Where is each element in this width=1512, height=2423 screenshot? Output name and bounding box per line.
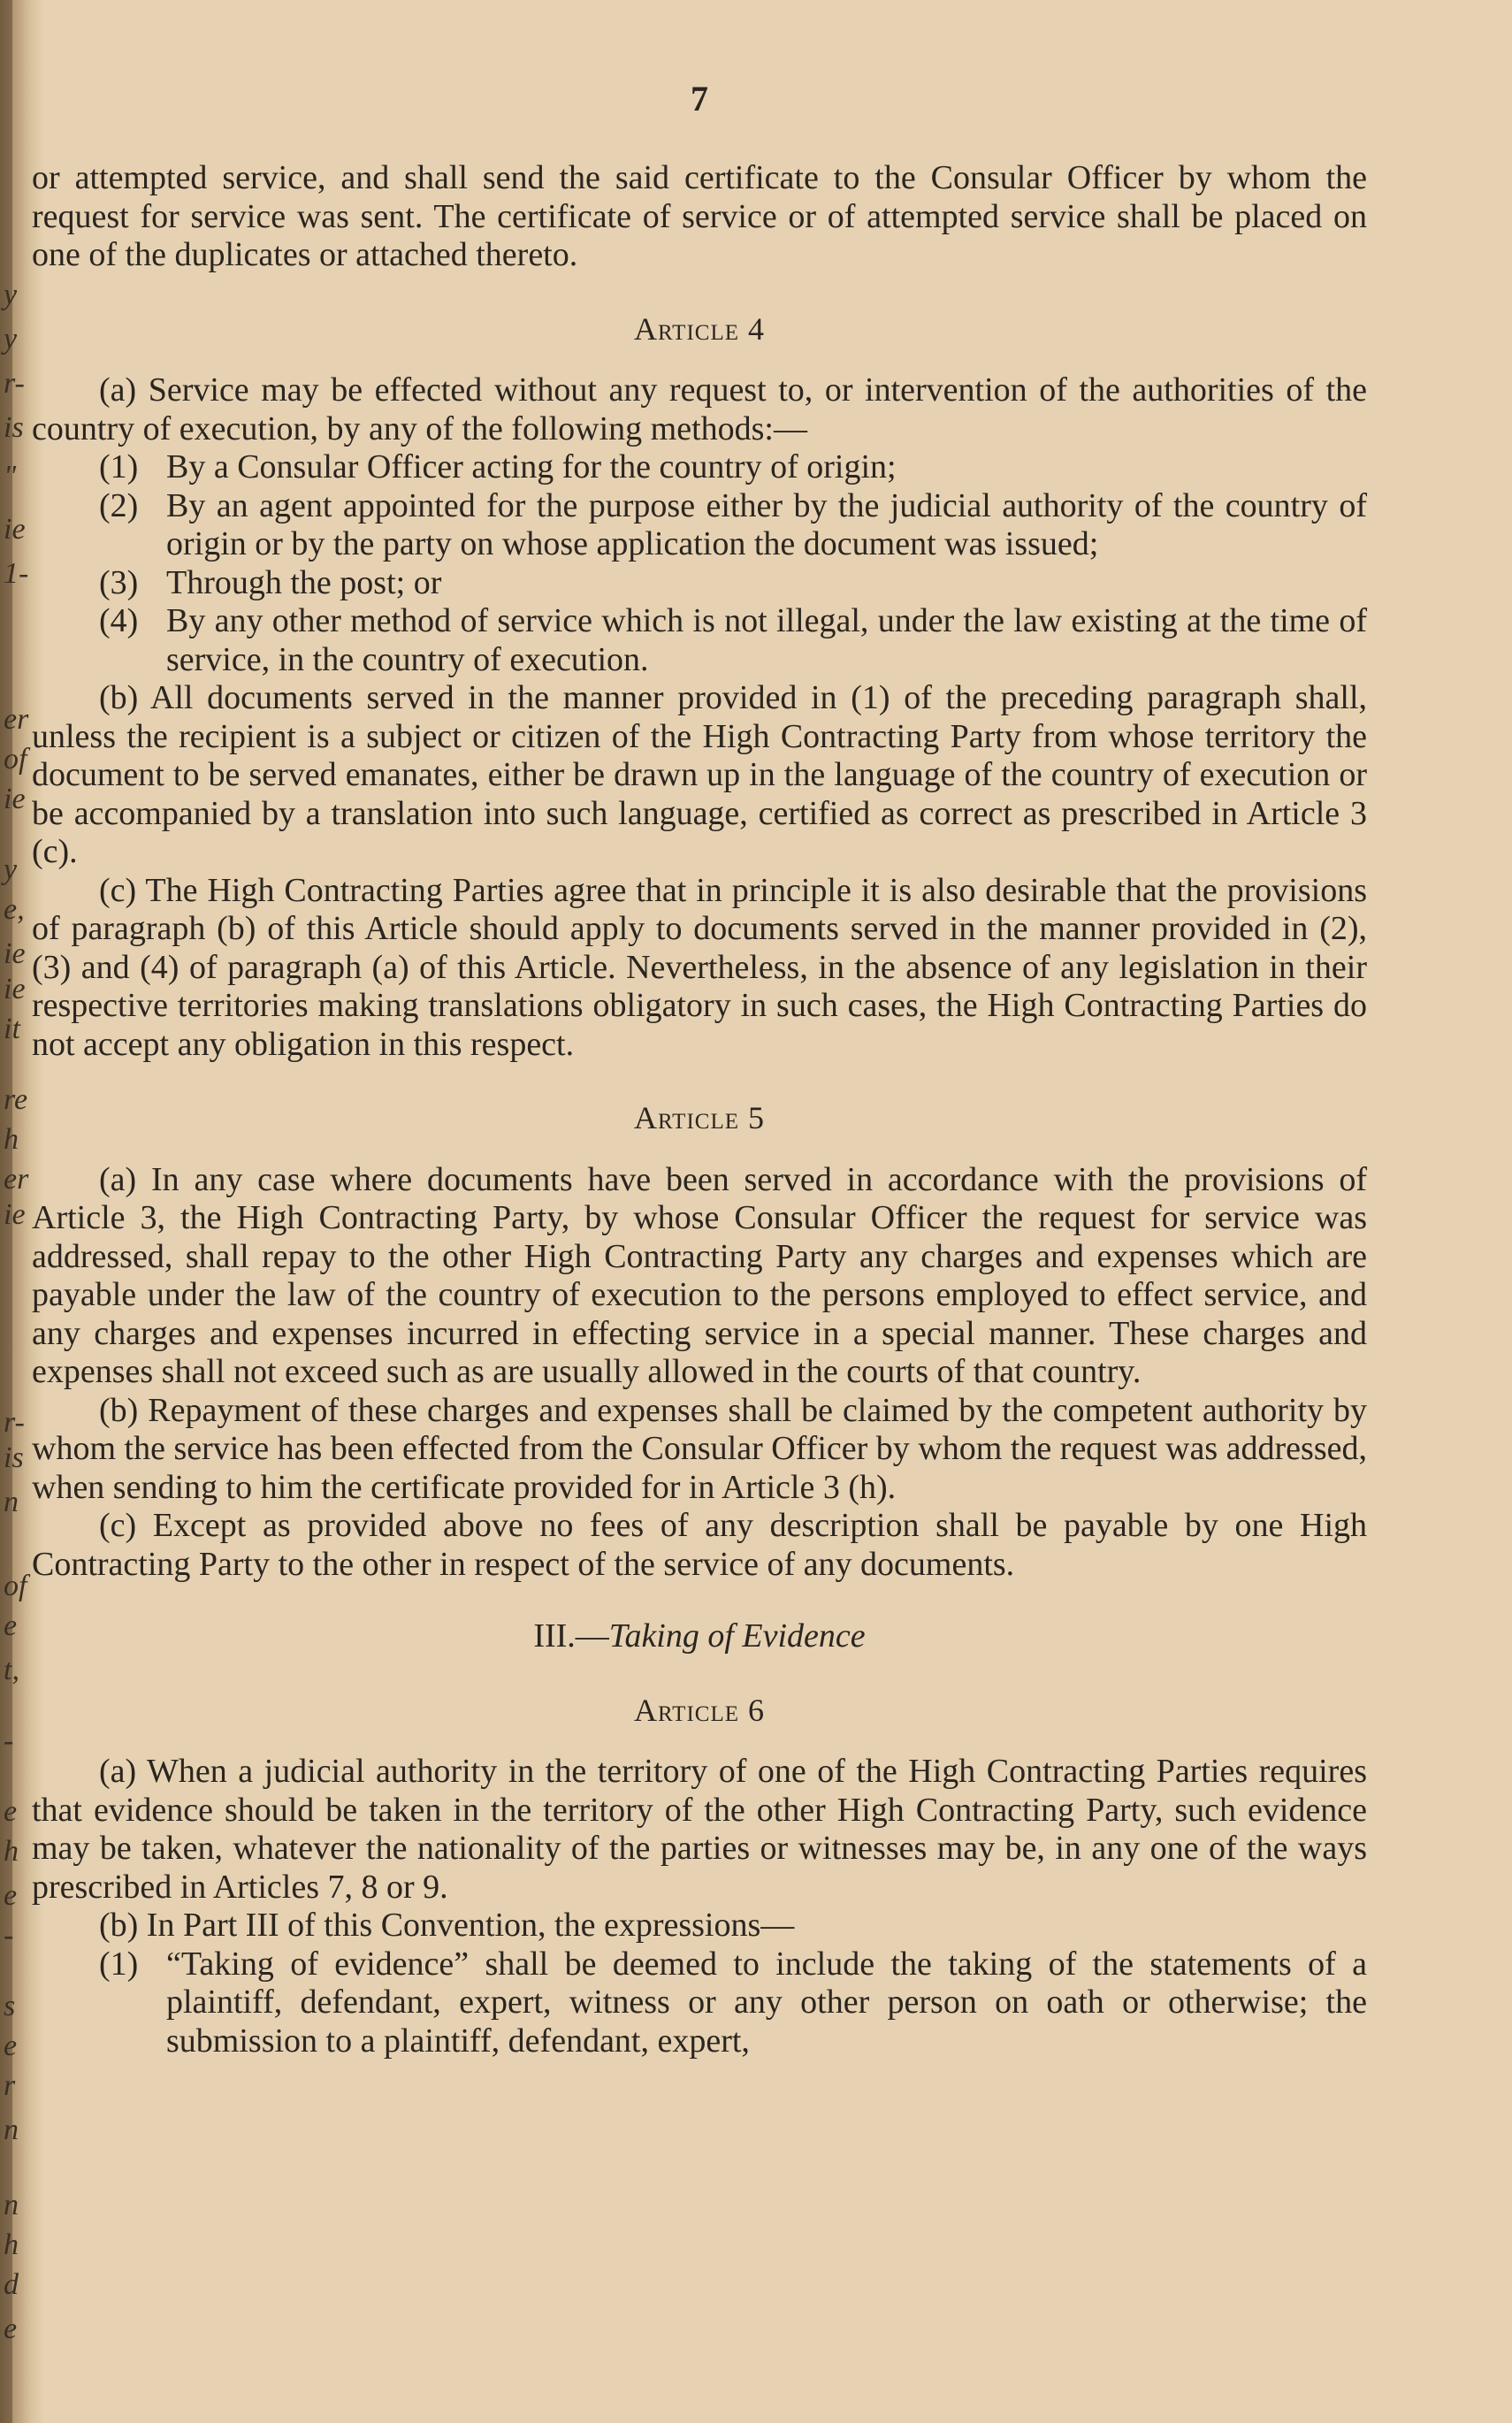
facing-page-fragment: er xyxy=(4,703,29,736)
continuation-paragraph: or attempted service, and shall send the said certificate to the Consular Officer by whom the request for service was sent. The certificate of service or of attempted service shall be placed on one of the duplicates or attached thereto. xyxy=(32,159,1367,273)
facing-page-fragment: h xyxy=(4,1123,19,1156)
facing-page-fragment: r- xyxy=(4,367,25,400)
facing-page-fragment: y xyxy=(4,323,18,355)
facing-page-fragment: h xyxy=(4,1835,19,1868)
facing-page-fragment: 1- xyxy=(4,557,29,590)
article-4-item-1 xyxy=(32,448,1367,487)
list-number: (2) xyxy=(99,486,139,524)
article-6-item-1 xyxy=(32,1945,1367,2061)
facing-page-fragment: ie xyxy=(4,513,26,546)
document-page xyxy=(32,0,1367,2423)
facing-page-fragment: " xyxy=(4,460,17,493)
article-6-heading: Article 6 xyxy=(634,1692,765,1728)
article-4-item-2 xyxy=(32,487,1367,564)
facing-page-fragment: - xyxy=(4,1919,14,1952)
facing-page-fragment: - xyxy=(4,1724,14,1757)
facing-page-fragment: n xyxy=(4,2189,19,2221)
facing-page-fragment: is xyxy=(4,1441,24,1474)
facing-page-fragment: e xyxy=(4,2029,18,2062)
facing-page-fragment: d xyxy=(4,2268,19,2301)
article-6-para-a: (a) When a judicial authority in the territory of one of the High Contracting Parties requires that evidence should be taken in the territory of the other High Contracting Party, such evidence may be taken, whatever the nationality of the parties or witnesses may be, in any one of the ways prescribed in Articles 7, 8 or 9. xyxy=(32,1753,1367,1906)
article-6-para-b: (b) In Part III of this Convention, the expressions— xyxy=(99,1907,795,1944)
article-4-heading: Article 4 xyxy=(634,310,765,347)
list-text: By an agent appointed for the purpose either by the judicial authority of the country of origin or by the party on whose application the document was issued; xyxy=(166,486,1367,562)
page-number: 7 xyxy=(691,79,708,118)
facing-page-fragment: h xyxy=(4,2228,19,2261)
facing-page-fragment: e xyxy=(4,1609,18,1642)
facing-page-fragment: y xyxy=(4,279,18,311)
article-5-heading: Article 5 xyxy=(634,1100,765,1135)
article-5-para-c: (c) Except as provided above no fees of any description shall be payable by one High Contracting Party to the other in respect of the service of any documents. xyxy=(32,1507,1367,1583)
page-body xyxy=(32,159,1367,2060)
facing-page-fragment: of xyxy=(4,1570,27,1602)
article-5-para-b: (b) Repayment of these charges and expenses shall be claimed by the competent authority by whom the service has been effected from the Consular Officer by whom the request was addressed, when sending to him the certificate provided for in Article 3 (h). xyxy=(32,1391,1367,1506)
facing-page-fragment: re xyxy=(4,1083,28,1116)
facing-page-fragment: r xyxy=(4,2069,16,2102)
facing-page-fragment: er xyxy=(4,1163,29,1196)
list-text: “Taking of evidence” shall be deemed to include the taking of the statements of a plaintiff, defendant, expert, witness or any other person on oath or otherwise; the submission to a plaintiff, defendant, expert, xyxy=(166,1945,1367,2060)
facing-page-fragment: s xyxy=(4,1990,16,2022)
section-3-heading xyxy=(32,1617,1367,1656)
list-text: By any other method of service which is not illegal, under the law existing at the time of service, in the country of execution. xyxy=(166,602,1367,678)
facing-page-fragment: ie xyxy=(4,973,26,1005)
section-title: Taking of Evidence xyxy=(608,1617,866,1655)
list-number: (1) xyxy=(99,1945,139,1983)
list-text: By a Consular Officer acting for the country of origin; xyxy=(166,448,897,485)
facing-page-fragment: e, xyxy=(4,893,25,926)
section-prefix: III.— xyxy=(533,1617,609,1655)
list-number: (4) xyxy=(99,602,139,639)
facing-page-fragment: e xyxy=(4,1795,18,1828)
article-4-item-4 xyxy=(32,602,1367,679)
article-5-para-a: (a) In any case where documents have been served in accordance with the provisions of Article 3, the High Contracting Party, by whose Consular Officer the request for service was addressed, shall repay to the other High Contracting Party any charges and expenses which are payable under the law of the country of execution to the persons employed to effect service, and any charges and expenses incurred in effecting service in a special manner. These charges and expenses shall not exceed such as are usually allowed in the courts of that country. xyxy=(32,1160,1367,1390)
list-text: Through the post; or xyxy=(166,563,442,601)
facing-page-fragment: of xyxy=(4,743,27,776)
facing-page-fragment: r- xyxy=(4,1406,25,1439)
facing-page-fragment: it xyxy=(4,1013,20,1045)
facing-page-fragment: n xyxy=(4,1486,19,1518)
facing-page-fragment: ie xyxy=(4,1198,26,1231)
facing-page-fragment: n xyxy=(4,2113,19,2146)
facing-page-fragment: e xyxy=(4,2312,18,2345)
list-number: (3) xyxy=(99,563,139,601)
facing-page-fragment: ie xyxy=(4,783,26,815)
article-4-para-a: (a) Service may be effected without any request to, or intervention of the authorities of the country of execution, by any of the following methods:— xyxy=(32,371,1367,447)
facing-page-fragment: y xyxy=(4,853,18,886)
facing-page-fragment: ie xyxy=(4,937,26,970)
article-4-item-3 xyxy=(32,564,1367,603)
facing-page-fragments xyxy=(4,0,30,2423)
facing-page-fragment: is xyxy=(4,411,24,444)
facing-page-fragment: e xyxy=(4,1879,18,1912)
article-4-para-b: (b) All documents served in the manner provided in (1) of the preceding paragraph shall, unless the recipient is a subject or citizen of the High Contracting Party from whose territory the document to be served emanates, either be drawn up in the language of the country of execution or be accompanied by a translation into such language, certified as correct as prescribed in Article 3 (c). xyxy=(32,679,1367,870)
article-4-para-c: (c) The High Contracting Parties agree that in principle it is also desirable that the provisions of paragraph (b) of this Article should apply to documents served in the manner provided in (2), (3) and (4) of paragraph (a) of this Article. Nevertheless, in the absence of any legislation in their respective territories making translations obligatory in such cases, the High Contracting Parties do not accept any obligation in this respect. xyxy=(32,871,1367,1063)
facing-page-fragment: t, xyxy=(4,1654,19,1686)
list-number: (1) xyxy=(99,448,139,485)
